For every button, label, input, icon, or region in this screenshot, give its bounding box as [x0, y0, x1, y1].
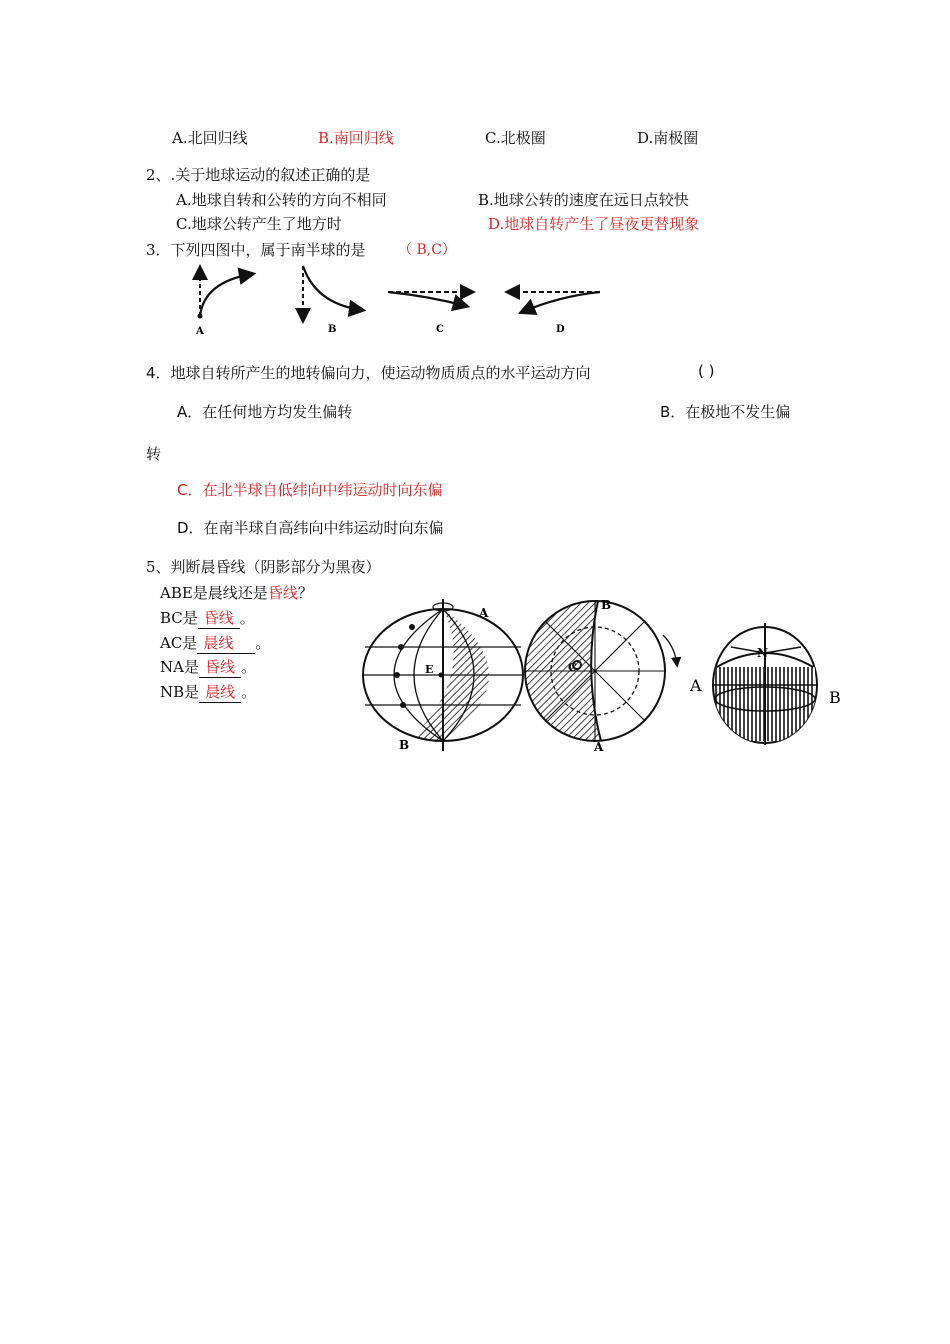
q5-abe-line [160, 582, 313, 603]
q4-option-b: B．在极地不发生偏 [660, 403, 791, 421]
globe-1 [363, 599, 523, 752]
figure-d [508, 292, 600, 335]
globe-3-label-b: B [829, 688, 841, 707]
q5-nb-line [160, 681, 256, 703]
q4-option-d: D．在南半球自高纬向中纬运动时向东偏 [177, 519, 444, 537]
q5-stem: 5、判断晨昏线（阴影部分为黑夜） [146, 558, 381, 576]
q5-globe-diagrams [355, 595, 855, 755]
globe-1-label-e: E [425, 663, 434, 676]
q5-ac-answer: 晨线 [197, 632, 255, 654]
q4-stem: 4．地球自转所产生的地转偏向力，使运动物质质点的水平运动方向 [146, 364, 591, 382]
q1-option-a: A.北回归线 [172, 129, 248, 147]
q5-na-prefix: NA是 [160, 658, 199, 676]
q5-abe-suffix: ？ [297, 584, 313, 602]
q2-option-a: A.地球自转和公转的方向不相同 [176, 191, 387, 209]
q5-bc-answer: 昏线 [198, 607, 240, 629]
q5-ac-prefix: AC是 [160, 634, 198, 652]
globe-3-label-n: N [757, 646, 768, 660]
q3-answer: （ B,C） [398, 242, 456, 258]
q4-option-c-answer: C．在北半球自低纬向中纬运动时向东偏 [177, 481, 443, 499]
globe-3-label-a: A [690, 676, 702, 695]
q5-nb-suffix: 。 [241, 683, 257, 701]
q5-bc-prefix: BC是 [160, 609, 198, 627]
q2-option-b: B.地球公转的速度在远日点较快 [478, 191, 689, 209]
q5-abe-answer: 昏线 [267, 584, 298, 602]
q2-option-d-answer: D.地球自转产生了昼夜更替现象 [488, 215, 700, 233]
figure-b-label: B [328, 324, 337, 335]
figure-c [388, 292, 472, 335]
q5-na-suffix: 。 [240, 658, 256, 676]
q5-na-answer: 昏线 [199, 656, 241, 678]
figure-c-label: C [436, 324, 444, 335]
figure-b [303, 266, 362, 335]
globe-1-label-b: B [399, 738, 410, 752]
q5-nb-prefix: NB是 [160, 683, 200, 701]
q4-option-b-continued: 转 [146, 445, 162, 463]
q5-ac-suffix: 。 [255, 634, 271, 652]
globe-2-label-c: C [568, 661, 577, 674]
q2-option-c: C.地球公转产生了地方时 [176, 215, 342, 233]
q1-option-b-answer: B.南回归线 [318, 129, 394, 147]
q2-stem: 2、.关于地球运动的叙述正确的是 [146, 166, 371, 184]
q1-option-c: C.北极圈 [485, 129, 546, 147]
q3-deflection-figures [170, 258, 650, 340]
q5-abe-prefix: ABE是晨线还是 [160, 584, 268, 602]
q5-na-line [160, 656, 256, 678]
q5-bc-suffix: 。 [239, 609, 255, 627]
globe-1-label-a: A [479, 606, 489, 620]
q1-option-d: D.南极圈 [637, 129, 699, 147]
q4-answer-paren: ( ) [698, 362, 715, 380]
figure-a-label: A [196, 326, 204, 337]
figure-a [195, 268, 252, 337]
globe-3 [689, 623, 841, 745]
figure-d-label: D [556, 324, 565, 335]
q5-ac-line [160, 632, 270, 654]
q3-stem: 3．下列四图中，属于南半球的是 [146, 241, 366, 259]
q5-nb-answer: 晨线 [199, 681, 241, 703]
globe-2-label-a: A [594, 740, 604, 754]
globe-2 [515, 598, 677, 754]
q4-option-a: A．在任何地方均发生偏转 [177, 403, 353, 421]
q5-bc-line [160, 607, 255, 629]
globe-2-label-b: B [601, 598, 612, 612]
